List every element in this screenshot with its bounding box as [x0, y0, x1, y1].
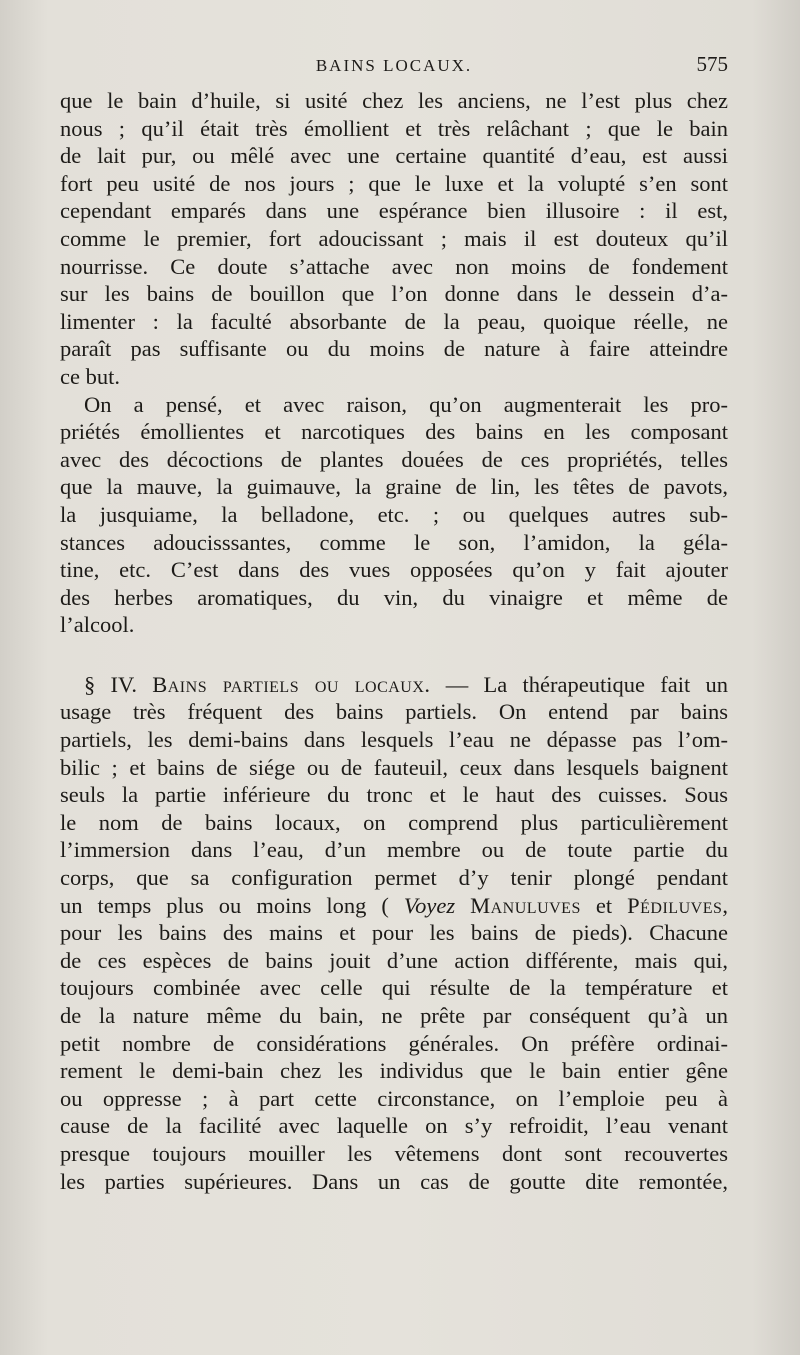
cross-reference-pediluves: Pédiluves [627, 892, 723, 918]
text-line: petit nombre de considérations générales. On préfère ordinai- [60, 1030, 728, 1056]
paragraph-2 [60, 391, 728, 639]
text-line: nourrisse. Ce doute s’attache avec non moins de fondement [60, 253, 728, 279]
text-line: usage très fréquent des bains partiels. On entend par bains [60, 699, 728, 725]
text-line: ou oppresse ; à part cette circonstance, on l’emploie peu à [60, 1085, 728, 1111]
text-line: priétés émollientes et narcotiques des bains en les composant [60, 419, 728, 445]
text-line: presque toujours mouiller les vêtemens dont sont recouvertes [60, 1140, 728, 1166]
text-line: de ces espèces de bains jouit d’une action différente, mais qui, [60, 947, 728, 973]
text-line: que la mauve, la guimauve, la graine de lin, les têtes de pavots, [60, 474, 728, 500]
page-number: 575 [696, 52, 728, 76]
running-title: BAINS LOCAUX. [315, 56, 473, 75]
section-heading-line [60, 671, 728, 699]
text-line: partiels, les demi-bains dans lesquels l’eau ne dépasse pas l’om- [60, 727, 728, 753]
text-line: stances adoucisssantes, comme le son, l’amidon, la géla- [60, 529, 728, 555]
text-line: ce but. [60, 363, 120, 389]
text-line: paraît pas suffisante ou du moins de nature à faire atteindre [60, 336, 728, 362]
body-text [60, 87, 728, 1195]
text-line: sur les bains de bouillon que l’on donne dans le dessein d’a- [60, 281, 728, 307]
section-title: Bains partiels ou locaux. [152, 671, 431, 697]
text-line: cependant emparés dans une espérance bien illusoire : il est, [60, 198, 728, 224]
text-line: des herbes aromatiques, du vin, du vinaigre et même de [60, 584, 728, 610]
text-line: la jusquiame, la belladone, etc. ; ou quelques autres sub- [60, 501, 728, 527]
text-line: nous ; qu’il était très émollient et très relâchant ; que le bain [60, 115, 728, 141]
text-line: On a pensé, et avec raison, qu’on augmenterait les pro- [84, 391, 728, 417]
section-gap [60, 639, 728, 671]
cross-reference-manuluves: Manuluves [470, 892, 581, 918]
running-head [60, 52, 728, 82]
text-line-rest: — La thérapeutique fait un [445, 671, 729, 697]
text-line: seuls la partie inférieure du tronc et le haut des cuisses. Sous [60, 782, 728, 808]
text-line: cause de la facilité avec laquelle on s’y refroidit, l’eau venant [60, 1113, 728, 1139]
text-line: pour les bains des mains et pour les bains de pieds). Chacune [60, 920, 728, 946]
text-line: l’immersion dans l’eau, d’un membre ou de toute partie du [60, 837, 728, 863]
text-line: toujours combinée avec celle qui résulte de la température et [60, 975, 728, 1001]
text-line: bilic ; et bains de siége ou de fauteuil, ceux dans lesquels baignent [60, 754, 728, 780]
voyez-word: Voyez [403, 892, 456, 918]
text-line: que le bain d’huile, si usité chez les anciens, ne l’est plus chez [60, 88, 728, 113]
text-line: limenter : la faculté absorbante de la peau, quoique réelle, ne [60, 308, 728, 334]
text-line: le nom de bains locaux, on comprend plus particulièrement [60, 809, 728, 835]
text-line: corps, que sa configuration permet d’y tenir plongé pendant [60, 865, 728, 891]
text-line: les parties supérieures. Dans un cas de goutte dite remontée, [60, 1168, 728, 1194]
text-line: tine, etc. C’est dans des vues opposées qu’on y fait ajouter [60, 557, 728, 583]
text-line: de lait pur, ou mêlé avec une certaine quantité d’eau, est aussi [60, 143, 728, 169]
text-line: rement le demi-bain chez les individus que le bain entier gêne [60, 1058, 728, 1084]
section-number: § IV. [84, 671, 137, 697]
text-line: comme le premier, fort adoucissant ; mais il est douteux qu’il [60, 225, 728, 251]
text-line: l’alcool. [60, 612, 135, 638]
text-line: fort peu usité de nos jours ; que le luxe et la volupté s’en sont [60, 170, 728, 196]
paragraph-1 [60, 87, 728, 391]
section-iv [60, 671, 728, 1195]
text-line: avec des décoctions de plantes douées de ces propriétés, telles [60, 446, 728, 472]
cross-reference-line: un temps plus ou moins long ( Voyez Manuluves et Pédiluves, [60, 892, 728, 918]
text-line: de la nature même du bain, ne prête par conséquent qu’à un [60, 1003, 728, 1028]
